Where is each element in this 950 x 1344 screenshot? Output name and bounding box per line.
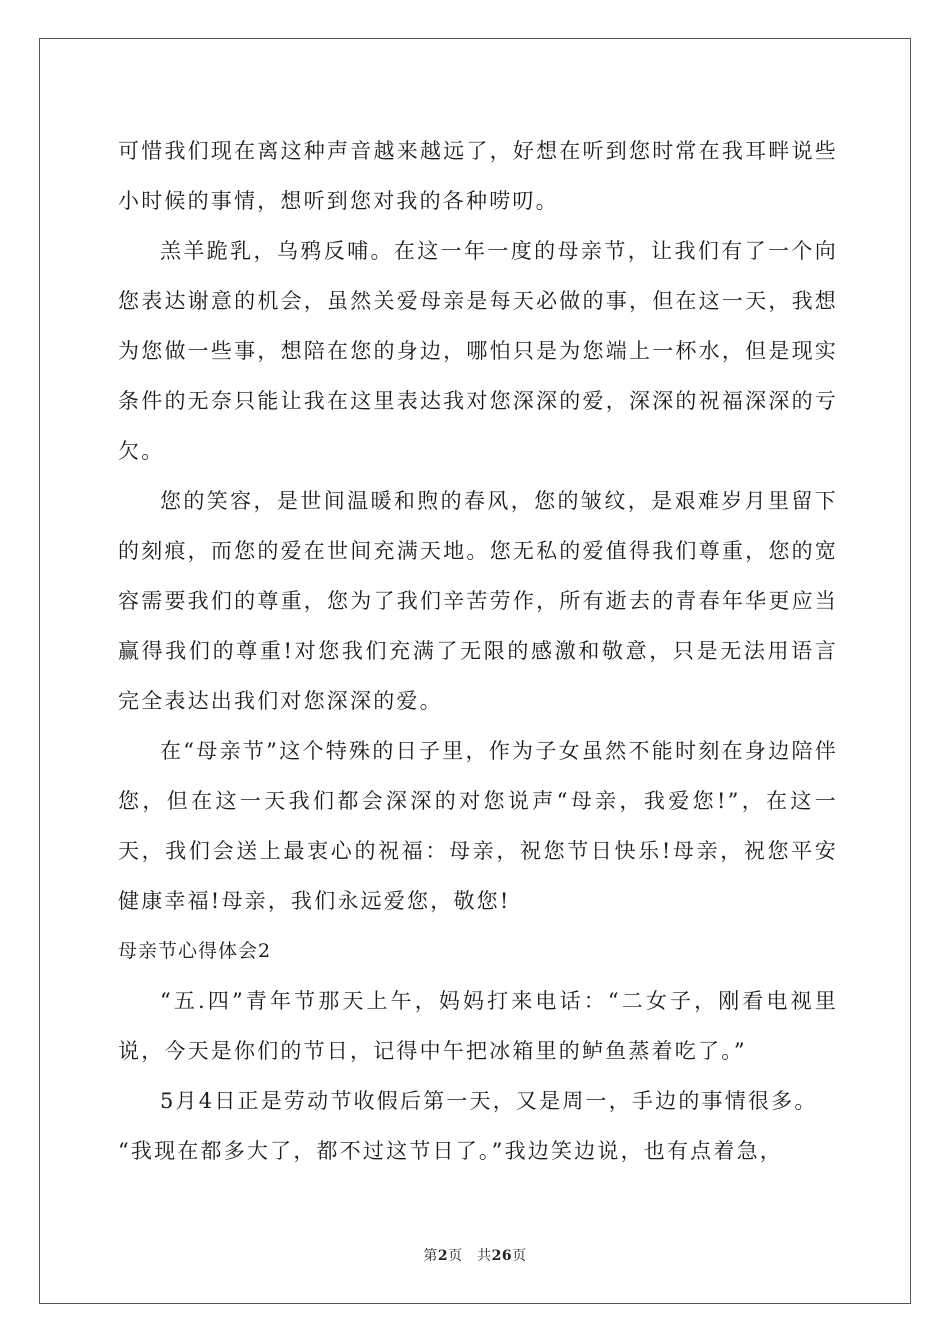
paragraph-7: “我现在都多大了，都不过这节日了。”我边笑边说，也有点着急， [118,1139,783,1163]
paragraph-6: 5月4日正是劳动节收假后第一天，又是周一，手边的事情很多。 [160,1089,818,1113]
current-page-number: 2 [437,1248,449,1264]
paragraph-5: “五.四”青年节那天上午，妈妈打来电话：“二女子，刚看电视里说，今天是你们的节日，记得中午把冰箱里的鲈鱼蒸着吃了。” [118,989,838,1063]
paragraph-3: 您的笑容，是世间温暖和煦的春风，您的皱纹，是艰难岁月里留下的刻痕，而您的爱在世间充满天地。您无私的爱值得我们尊重，您的宽容需要我们的尊重，您为了我们辛苦劳作，所有逝去的青春年华更应当赢得我们的尊重!对您我们充满了无限的感激和敬意，只是无法用语言完全表达出我们对您深深的爱。 [118,489,838,713]
footer-suffix: 页 [512,1248,527,1264]
paragraph-1: 可惜我们现在离这种声音越来越远了，好想在听到您时常在我耳畔说些小时候的事情，想听到您对我的各种唠叨。 [118,139,838,213]
footer-middle: 页 共 [448,1248,492,1264]
document-body [118,126,838,1176]
total-pages-number: 26 [491,1248,513,1264]
footer-prefix: 第 [423,1248,438,1264]
paragraph-4: 在“母亲节”这个特殊的日子里，作为子女虽然不能时刻在身边陪伴您，但在这一天我们都会深深的对您说声“母亲，我爱您!”，在这一天，我们会送上最衷心的祝福：母亲，祝您节日快乐!母亲，祝您平安健康幸福!母亲，我们永远爱您，敬您! [118,739,838,913]
page-footer [0,1245,950,1265]
section-heading: 母亲节心得体会2 [118,940,272,962]
paragraph-2: 羔羊跪乳，乌鸦反哺。在这一年一度的母亲节，让我们有了一个向您表达谢意的机会，虽然关爱母亲是每天必做的事，但在这一天，我想为您做一些事，想陪在您的身边，哪怕只是为您端上一杯水，但是现实条件的无奈只能让我在这里表达我对您深深的爱，深深的祝福深深的亏欠。 [118,239,838,463]
